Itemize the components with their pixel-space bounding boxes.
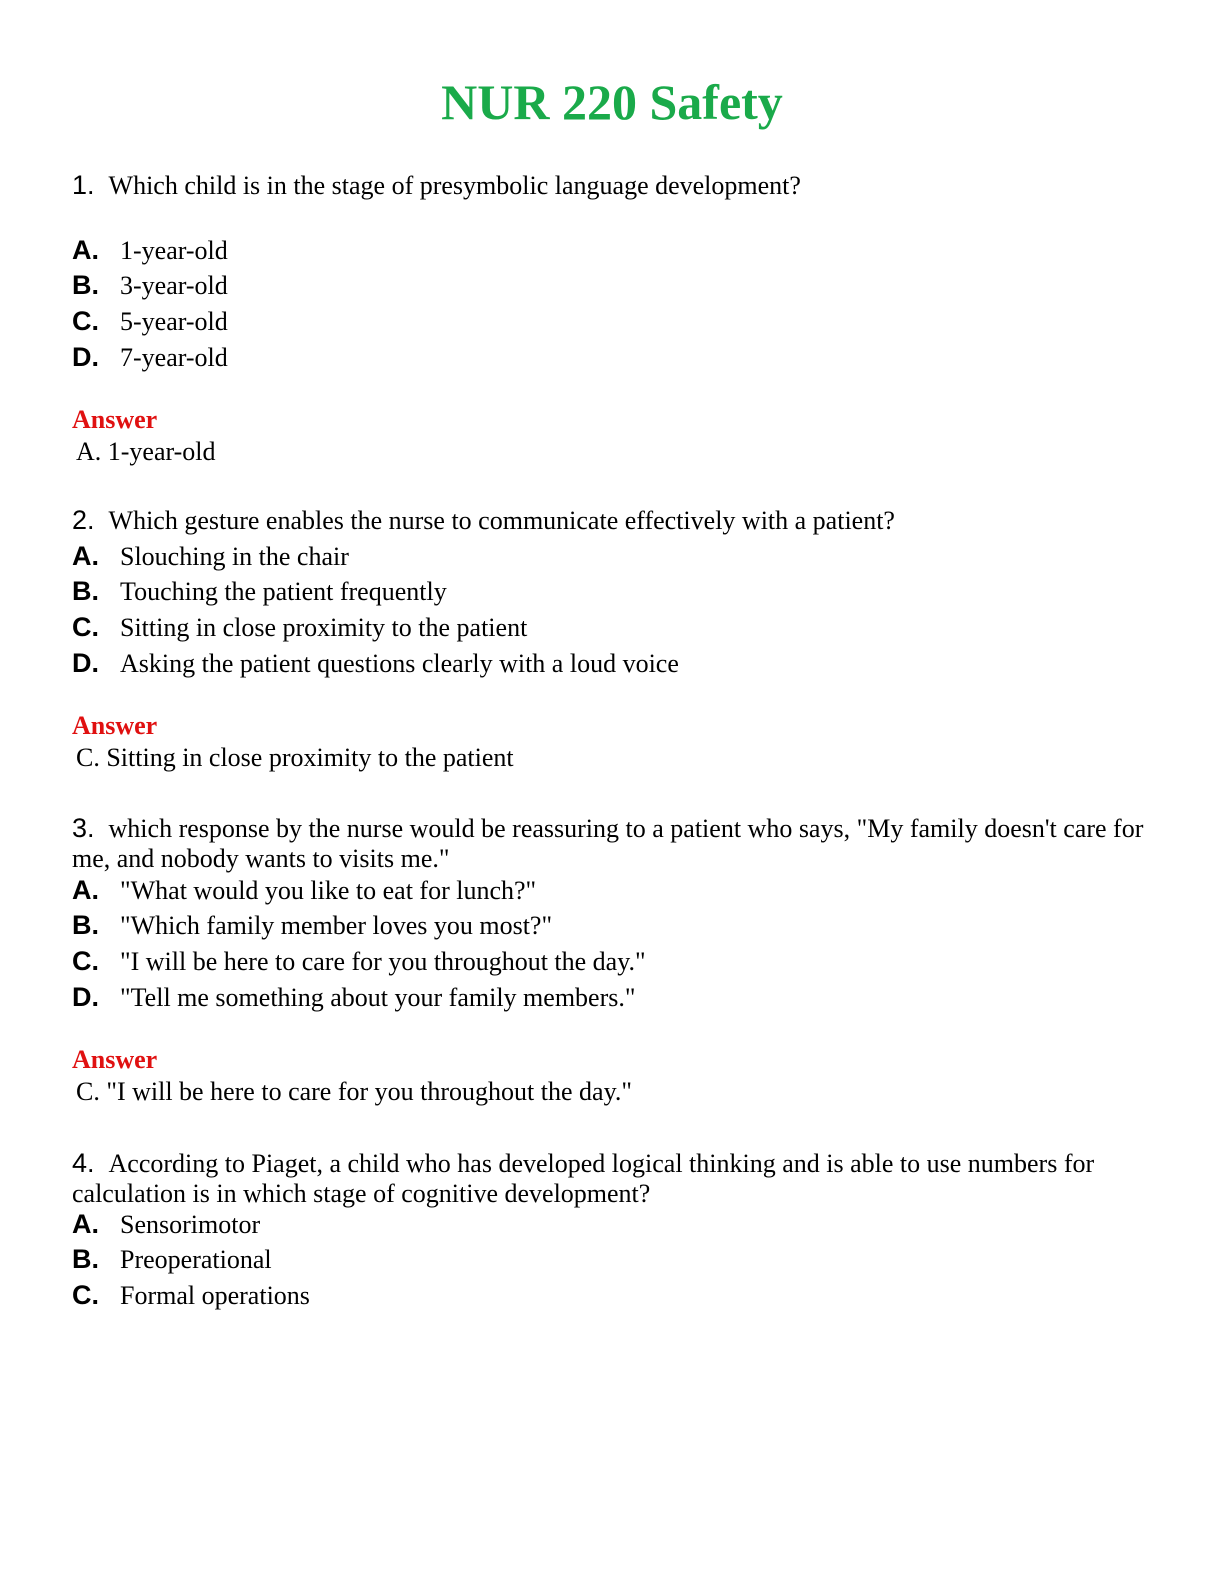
option-text: "I will be here to care for you throughout the day." [120, 947, 646, 976]
option-4a [72, 1207, 1152, 1242]
option-letter: A. [72, 235, 99, 265]
option-text: Preoperational [120, 1245, 272, 1274]
option-text: Slouching in the chair [120, 542, 349, 571]
option-1d [72, 340, 1152, 375]
answer-label-3: Answer [72, 1045, 158, 1074]
option-text: 3-year-old [120, 271, 228, 300]
option-letter: D. [72, 648, 99, 678]
option-3d [72, 980, 1152, 1015]
option-2b [72, 574, 1152, 609]
option-letter: A. [72, 541, 99, 571]
question-number: 2. [72, 505, 95, 535]
option-1c [72, 304, 1152, 339]
option-3b [72, 908, 1152, 943]
option-2d [72, 646, 1152, 681]
question-4 [72, 1148, 1152, 1209]
option-letter: C. [72, 612, 99, 642]
option-letter: C. [72, 306, 99, 336]
option-text: Formal operations [120, 1281, 310, 1310]
question-3 [72, 813, 1152, 874]
question-number: 3. [72, 813, 95, 843]
question-text: Which gesture enables the nurse to communicate effectively with a patient? [108, 506, 895, 535]
option-letter: B. [72, 270, 99, 300]
option-3a [72, 873, 1152, 908]
option-letter: B. [72, 1244, 99, 1274]
option-2a [72, 539, 1152, 574]
option-letter: D. [72, 342, 99, 372]
page-title: NUR 220 Safety [441, 74, 783, 130]
question-2 [72, 505, 1152, 536]
option-text: 7-year-old [120, 343, 228, 372]
answer-label-1: Answer [72, 405, 158, 434]
answer-text-2: C. Sitting in close proximity to the patient [76, 743, 514, 772]
option-letter: C. [72, 1280, 99, 1310]
option-letter: A. [72, 875, 99, 905]
option-1a [72, 233, 1152, 268]
question-text: Which child is in the stage of presymbolic language development? [108, 171, 801, 200]
option-4c [72, 1278, 1152, 1313]
option-letter: B. [72, 910, 99, 940]
option-letter: D. [72, 982, 99, 1012]
option-text: Sensorimotor [120, 1210, 261, 1239]
option-text: 5-year-old [120, 307, 228, 336]
question-text: According to Piaget, a child who has developed logical thinking and is able to use numbers for calculation is in which stage of cognitive development? [72, 1149, 1095, 1208]
question-number: 1. [72, 170, 95, 200]
option-text: Asking the patient questions clearly with a loud voice [120, 649, 679, 678]
question-number: 4. [72, 1148, 95, 1178]
option-1b [72, 268, 1152, 303]
option-letter: A. [72, 1209, 99, 1239]
option-text: 1-year-old [120, 236, 228, 265]
option-text: Touching the patient frequently [120, 577, 447, 606]
option-text: "Which family member loves you most?" [120, 911, 553, 940]
answer-text-1: A. 1-year-old [76, 437, 216, 466]
answer-label-2: Answer [72, 711, 158, 740]
option-letter: B. [72, 576, 99, 606]
question-1 [72, 170, 1152, 201]
option-text: Sitting in close proximity to the patient [120, 613, 528, 642]
option-text: "Tell me something about your family members." [120, 983, 636, 1012]
question-text: which response by the nurse would be reassuring to a patient who says, "My family doesn't care for me, and nobody wants to visits me." [72, 814, 1144, 873]
option-2c [72, 610, 1152, 645]
option-3c [72, 944, 1152, 979]
option-4b [72, 1242, 1152, 1277]
option-text: "What would you like to eat for lunch?" [120, 876, 537, 905]
option-letter: C. [72, 946, 99, 976]
answer-text-3: C. "I will be here to care for you throughout the day." [76, 1077, 632, 1106]
